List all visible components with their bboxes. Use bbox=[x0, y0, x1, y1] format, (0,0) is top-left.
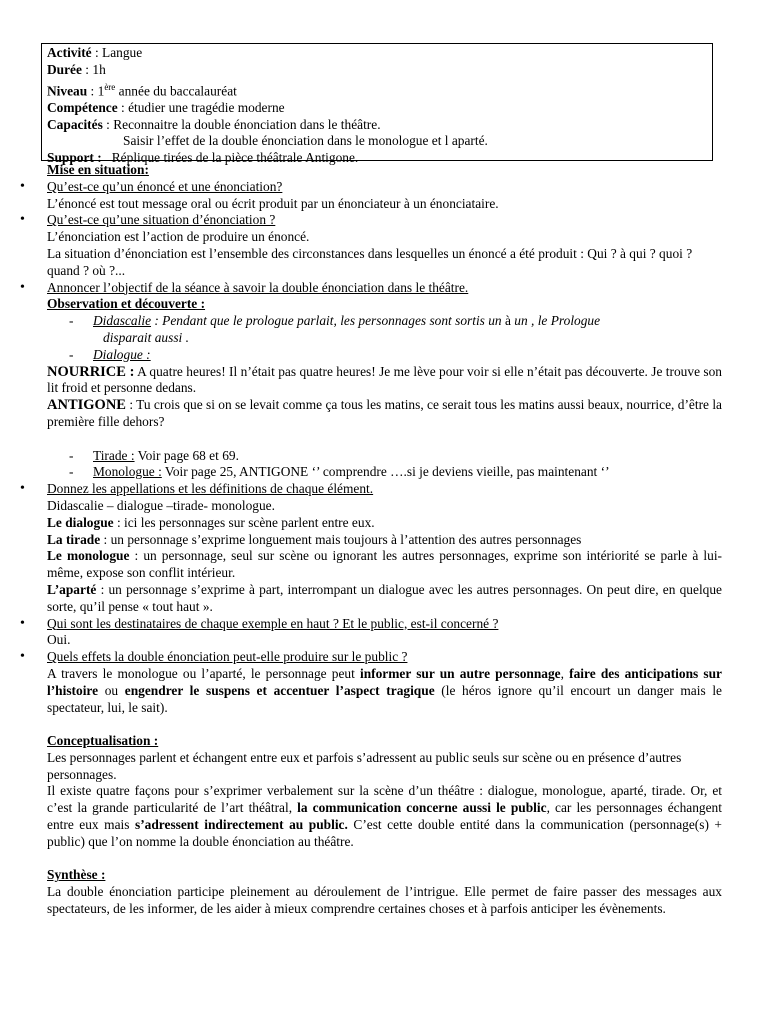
question-destinataires: • Qui sont les destinataires de chaque exemple en haut ? Et le public, est-il concerné ? bbox=[0, 616, 768, 633]
support-row: Support : Réplique tirées de la pièce théâtrale Antigone. bbox=[47, 150, 359, 166]
synthese-paragraph: La double énonciation participe pleinement au déroulement de l’intrigue. Elle permet de faire passer des messages aux spectateurs, de les informer, de les aider à mieux comprendre certaines choses et à parfois anticiper les évènements. bbox=[47, 884, 722, 917]
duration-row: Durée : 1h bbox=[47, 61, 106, 77]
activity-row: Activité : Langue bbox=[47, 45, 143, 60]
capacities-row-2: Saisir l’effet de la double énonciation dans le monologue et l aparté. bbox=[123, 133, 488, 149]
section-title-synthese: Synthèse : bbox=[47, 867, 106, 883]
tirade-item: - Tirade : Voir page 68 et 69. bbox=[0, 448, 768, 465]
antigone-line: ANTIGONE : Tu crois que si on se levait comme ça tous les matins, ce serait tous les matins aussi beaux, nourrice, d’être la première fille dehors? bbox=[47, 397, 722, 429]
answer-situation: La situation d’énonciation est l’ensemble des circonstances dans lesquelles un énoncé a été produit : Qui ? à qui ? quoi ? quand ? où ?... bbox=[47, 245, 693, 278]
spacer bbox=[0, 851, 768, 868]
nourrice-line: NOURRICE : A quatre heures! Il n’était pas quatre heures! Je me lève pour voir si elle n’était pas découverte. Je trouve son lit froid et personne dedans. bbox=[47, 363, 723, 396]
level-row: Niveau : 1ère année du baccalauréat bbox=[47, 81, 237, 99]
lesson-content bbox=[0, 162, 768, 918]
answer-enonciation: L’énonciation est l’action de produire un énoncé. bbox=[47, 229, 310, 245]
competence-row: Compétence : étudier une tragédie moderne bbox=[47, 99, 285, 115]
lesson-info-box bbox=[41, 43, 713, 166]
answer-enonce: L’énoncé est tout message oral ou écrit produit par un énonciateur à un énonciataire. bbox=[47, 195, 499, 211]
dialogue-item: - Dialogue : bbox=[0, 347, 768, 364]
didascalie-item: - Didascalie : Pendant que le prologue parlait, les personnages sont sortis un à un , le Prologue bbox=[0, 313, 768, 330]
question-effets: • Quels effets la double énonciation peut-elle produire sur le public ? bbox=[0, 649, 768, 666]
def-dialogue: Le dialogue : ici les personnages sur scène parlent entre eux. bbox=[47, 514, 375, 530]
def-aparte: L’aparté : un personnage s’exprime à part, interrompant un dialogue avec les autres personnages. On peut dire, en quelque sorte, qu’il pense « tout haut ». bbox=[47, 581, 722, 614]
question-enonce: • Qu’est-ce qu’un énoncé et une énonciation? bbox=[0, 179, 768, 196]
question-situation: • Qu’est-ce qu’une situation d’énonciation ? bbox=[0, 212, 768, 229]
spacer bbox=[0, 716, 768, 733]
section-title-mise: Mise en situation: bbox=[47, 162, 149, 177]
question-appellations: • Donnez les appellations et les définitions de chaque élément. bbox=[0, 481, 768, 498]
answer-destinataires: Oui. bbox=[47, 632, 71, 648]
monologue-item: - Monologue : Voir page 25, ANTIGONE ‘’ comprendre ….si je deviens vieille, pas maintenant ‘’ bbox=[0, 464, 768, 481]
def-monologue: Le monologue : un personnage, seul sur scène ou ignorant les autres personnages, exprime son intériorité se parle à lui-même, expose son conflit intérieur. bbox=[47, 548, 723, 581]
didascalie-continuation: disparait aussi . bbox=[103, 329, 189, 345]
section-title-conceptualisation: Conceptualisation : bbox=[47, 733, 159, 749]
objective-announcement: • Annoncer l’objectif de la séance à savoir la double énonciation dans le théâtre. bbox=[0, 280, 768, 297]
answer-effets: A travers le monologue ou l’aparté, le personnage peut informer sur un autre personnage, faire des anticipations sur l’histoire ou engendrer le suspens et accentuer l’aspect tragique (le héros ignore qu’il encourt un danger mais le spectateur, lui, le sait). bbox=[47, 665, 722, 715]
spacer bbox=[0, 431, 768, 448]
concept-paragraph-2: Il existe quatre façons pour s’exprimer verbalement sur la scène d’un théâtre : dialogue, monologue, aparté, tirade. Or, et c’est la grande particularité de l’art théâtral, la communication concerne aussi le public, car les personnages échangent entre eux mais s’adressent indirectement au public. C’est cette double entité dans la communication (personnage(s) + public) que l’on nomme la double énonciation au théâtre. bbox=[47, 783, 722, 849]
capacities-row: Capacités : Reconnaitre la double énonciation dans le théâtre. bbox=[47, 116, 381, 132]
concept-paragraph-1: Les personnages parlent et échangent entre eux et parfois s’adressent au public seuls sur scène ou en présence d’autres personnages. bbox=[47, 749, 682, 782]
section-title-observation: Observation et découverte : bbox=[47, 296, 206, 312]
def-tirade: La tirade : un personnage s’exprime longuement mais toujours à l’attention des autres personnages bbox=[47, 531, 582, 547]
elements-list: Didascalie – dialogue –tirade- monologue. bbox=[47, 497, 275, 513]
